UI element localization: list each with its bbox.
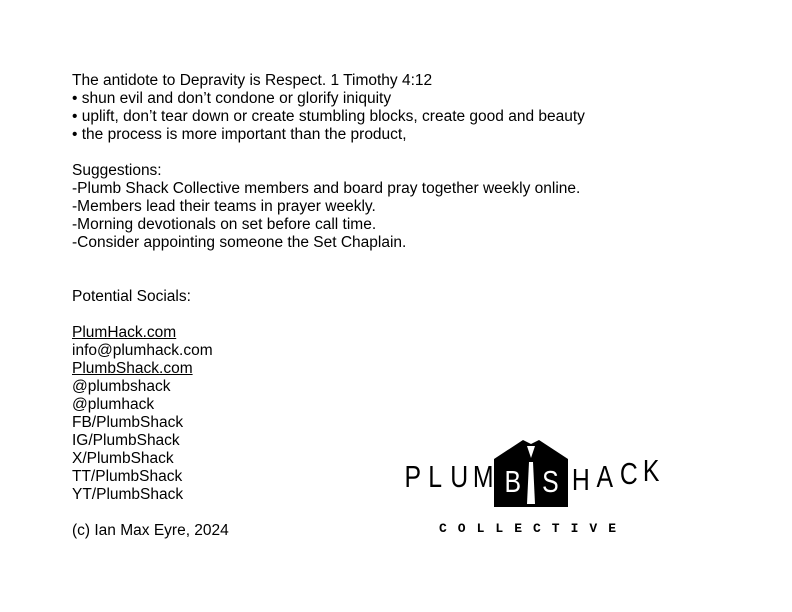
svg-text:S: S (542, 464, 559, 499)
svg-text:B: B (504, 464, 522, 499)
social-handle: IG/PlumbShack (72, 432, 180, 449)
plumbshack-collective-logo (400, 432, 670, 542)
social-handle: X/PlumbShack (72, 450, 174, 467)
intro-bullet: • shun evil and don’t condone or glorify iniquity (72, 90, 392, 107)
intro-bullet: • the process is more important than the product, (72, 126, 407, 143)
intro-bullet: • uplift, don’t tear down or create stumbling blocks, create good and beauty (72, 108, 585, 125)
logo-subtitle: COLLECTIVE (438, 521, 628, 536)
svg-text:L: L (428, 459, 443, 494)
copyright-notice: (c) Ian Max Eyre, 2024 (72, 522, 229, 539)
social-handle: @plumbshack (72, 378, 171, 395)
social-email: info@plumhack.com (72, 342, 213, 359)
intro-heading: The antidote to Depravity is Respect. 1 Timothy 4:12 (72, 72, 433, 89)
social-handle: @plumhack (72, 396, 155, 413)
logo-graphic (400, 432, 670, 542)
suggestion-item: -Members lead their teams in prayer weekly. (72, 198, 376, 215)
svg-text:H: H (571, 462, 590, 497)
suggestion-item: -Plumb Shack Collective members and board pray together weekly online. (72, 180, 581, 197)
svg-text:U: U (450, 459, 469, 494)
svg-text:P: P (404, 459, 422, 494)
svg-text:A: A (596, 459, 614, 494)
svg-text:M: M (472, 459, 494, 494)
suggestion-item: -Morning devotionals on set before call time. (72, 216, 377, 233)
plumhack-link[interactable]: PlumHack.com (72, 324, 177, 341)
social-handle: FB/PlumbShack (72, 414, 184, 431)
svg-text:C: C (619, 456, 638, 491)
svg-text:K: K (642, 453, 660, 488)
social-handle: YT/PlumbShack (72, 486, 184, 503)
suggestions-heading: Suggestions: (72, 162, 162, 179)
suggestion-item: -Consider appointing someone the Set Chaplain. (72, 234, 407, 251)
plumbshack-link[interactable]: PlumbShack.com (72, 360, 193, 377)
social-handle: TT/PlumbShack (72, 468, 183, 485)
socials-heading: Potential Socials: (72, 288, 191, 305)
